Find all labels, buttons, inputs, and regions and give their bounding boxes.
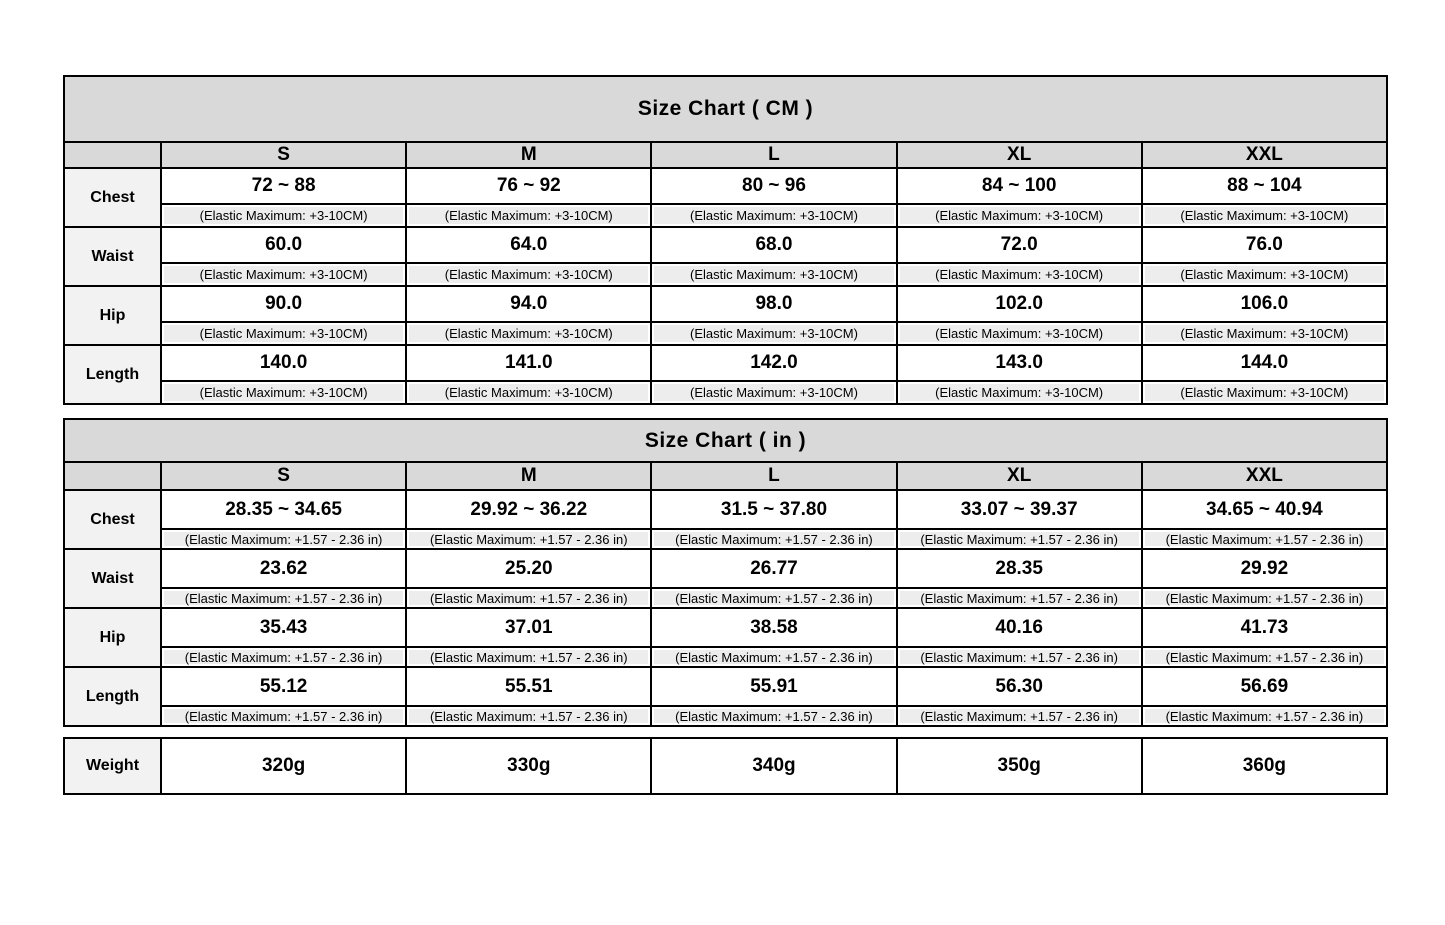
- elastic-note: (Elastic Maximum: +1.57 - 2.36 in): [406, 529, 651, 549]
- measurement-value: 34.65 ~ 40.94: [1142, 490, 1387, 529]
- elastic-note: (Elastic Maximum: +1.57 - 2.36 in): [161, 706, 406, 726]
- elastic-note: (Elastic Maximum: +1.57 - 2.36 in): [161, 647, 406, 667]
- measurement-value: 29.92: [1142, 549, 1387, 588]
- elastic-note: (Elastic Maximum: +3-10CM): [406, 381, 651, 404]
- weight-row: [64, 738, 1387, 794]
- size-col-header-l: L: [651, 142, 896, 168]
- size-col-header-s: S: [161, 462, 406, 490]
- elastic-note: (Elastic Maximum: +3-10CM): [651, 381, 896, 404]
- row-label-hip: Hip: [64, 608, 161, 667]
- measurement-value: 55.12: [161, 667, 406, 706]
- elastic-note: (Elastic Maximum: +1.57 - 2.36 in): [897, 588, 1142, 608]
- size-col-header-m: M: [406, 462, 651, 490]
- measurement-row: [64, 608, 1387, 647]
- elastic-note: (Elastic Maximum: +1.57 - 2.36 in): [406, 588, 651, 608]
- measurement-value: 72.0: [897, 227, 1142, 263]
- elastic-note: (Elastic Maximum: +3-10CM): [161, 204, 406, 227]
- measurement-value: 56.30: [897, 667, 1142, 706]
- measurement-row: [64, 286, 1387, 322]
- measurement-value: 88 ~ 104: [1142, 168, 1387, 204]
- measurement-value: 142.0: [651, 345, 896, 381]
- measurement-value: 80 ~ 96: [651, 168, 896, 204]
- measurement-value: 76.0: [1142, 227, 1387, 263]
- size-col-header-xl: XL: [897, 142, 1142, 168]
- elastic-note-row: [64, 529, 1387, 549]
- elastic-note: (Elastic Maximum: +3-10CM): [651, 322, 896, 345]
- elastic-note: (Elastic Maximum: +1.57 - 2.36 in): [406, 647, 651, 667]
- elastic-note: (Elastic Maximum: +3-10CM): [1142, 381, 1387, 404]
- weight-value: 340g: [651, 738, 896, 794]
- elastic-note: (Elastic Maximum: +3-10CM): [406, 322, 651, 345]
- measurement-value: 31.5 ~ 37.80: [651, 490, 896, 529]
- weight-value: 320g: [161, 738, 406, 794]
- table-title-cm: Size Chart ( CM ): [64, 76, 1387, 142]
- measurement-value: 55.51: [406, 667, 651, 706]
- elastic-note: (Elastic Maximum: +1.57 - 2.36 in): [651, 529, 896, 549]
- measurement-value: 37.01: [406, 608, 651, 647]
- measurement-value: 28.35 ~ 34.65: [161, 490, 406, 529]
- elastic-note: (Elastic Maximum: +1.57 - 2.36 in): [1142, 647, 1387, 667]
- size-col-header-l: L: [651, 462, 896, 490]
- elastic-note: (Elastic Maximum: +1.57 - 2.36 in): [651, 706, 896, 726]
- table-title-row: [64, 76, 1387, 142]
- measurement-value: 143.0: [897, 345, 1142, 381]
- measurement-value: 102.0: [897, 286, 1142, 322]
- elastic-note: (Elastic Maximum: +3-10CM): [406, 263, 651, 286]
- measurement-value: 76 ~ 92: [406, 168, 651, 204]
- size-col-header-xxl: XXL: [1142, 142, 1387, 168]
- measurement-row: [64, 345, 1387, 381]
- table-title-row: [64, 419, 1387, 462]
- measurement-value: 144.0: [1142, 345, 1387, 381]
- measurement-value: 41.73: [1142, 608, 1387, 647]
- corner-cell: [64, 462, 161, 490]
- size-chart-in-table: [63, 418, 1388, 727]
- elastic-note-row: [64, 381, 1387, 404]
- elastic-note: (Elastic Maximum: +3-10CM): [1142, 263, 1387, 286]
- measurement-value: 29.92 ~ 36.22: [406, 490, 651, 529]
- elastic-note: (Elastic Maximum: +1.57 - 2.36 in): [1142, 529, 1387, 549]
- row-label-waist: Waist: [64, 227, 161, 286]
- elastic-note: (Elastic Maximum: +3-10CM): [1142, 322, 1387, 345]
- measurement-value: 56.69: [1142, 667, 1387, 706]
- elastic-note-row: [64, 204, 1387, 227]
- size-header-row: [64, 462, 1387, 490]
- measurement-row: [64, 667, 1387, 706]
- elastic-note: (Elastic Maximum: +1.57 - 2.36 in): [161, 588, 406, 608]
- measurement-value: 23.62: [161, 549, 406, 588]
- measurement-value: 84 ~ 100: [897, 168, 1142, 204]
- weight-value: 330g: [406, 738, 651, 794]
- elastic-note: (Elastic Maximum: +3-10CM): [897, 381, 1142, 404]
- elastic-note: (Elastic Maximum: +3-10CM): [651, 263, 896, 286]
- elastic-note: (Elastic Maximum: +3-10CM): [161, 322, 406, 345]
- measurement-value: 28.35: [897, 549, 1142, 588]
- measurement-value: 25.20: [406, 549, 651, 588]
- elastic-note: (Elastic Maximum: +1.57 - 2.36 in): [651, 647, 896, 667]
- row-label-weight: Weight: [64, 738, 161, 794]
- elastic-note: (Elastic Maximum: +1.57 - 2.36 in): [1142, 706, 1387, 726]
- measurement-value: 98.0: [651, 286, 896, 322]
- size-col-header-xl: XL: [897, 462, 1142, 490]
- tables-wrapper: [63, 75, 1388, 795]
- measurement-value: 55.91: [651, 667, 896, 706]
- elastic-note: (Elastic Maximum: +3-10CM): [406, 204, 651, 227]
- measurement-value: 140.0: [161, 345, 406, 381]
- measurement-value: 60.0: [161, 227, 406, 263]
- measurement-row: [64, 227, 1387, 263]
- elastic-note: (Elastic Maximum: +1.57 - 2.36 in): [897, 706, 1142, 726]
- measurement-value: 68.0: [651, 227, 896, 263]
- elastic-note: (Elastic Maximum: +3-10CM): [1142, 204, 1387, 227]
- measurement-row: [64, 549, 1387, 588]
- size-col-header-xxl: XXL: [1142, 462, 1387, 490]
- elastic-note-row: [64, 706, 1387, 726]
- measurement-value: 72 ~ 88: [161, 168, 406, 204]
- elastic-note: (Elastic Maximum: +3-10CM): [161, 263, 406, 286]
- measurement-value: 38.58: [651, 608, 896, 647]
- elastic-note: (Elastic Maximum: +1.57 - 2.36 in): [161, 529, 406, 549]
- elastic-note: (Elastic Maximum: +1.57 - 2.36 in): [406, 706, 651, 726]
- weight-table: [63, 737, 1388, 795]
- elastic-note: (Elastic Maximum: +3-10CM): [897, 263, 1142, 286]
- measurement-value: 64.0: [406, 227, 651, 263]
- measurement-row: [64, 490, 1387, 529]
- elastic-note: (Elastic Maximum: +3-10CM): [161, 381, 406, 404]
- elastic-note: (Elastic Maximum: +1.57 - 2.36 in): [1142, 588, 1387, 608]
- elastic-note: (Elastic Maximum: +1.57 - 2.36 in): [651, 588, 896, 608]
- elastic-note: (Elastic Maximum: +1.57 - 2.36 in): [897, 529, 1142, 549]
- measurement-value: 94.0: [406, 286, 651, 322]
- size-chart-cm-table: [63, 75, 1388, 405]
- elastic-note-row: [64, 322, 1387, 345]
- elastic-note-row: [64, 263, 1387, 286]
- weight-value: 360g: [1142, 738, 1387, 794]
- elastic-note: (Elastic Maximum: +1.57 - 2.36 in): [897, 647, 1142, 667]
- table-title-in: Size Chart ( in ): [64, 419, 1387, 462]
- measurement-value: 26.77: [651, 549, 896, 588]
- measurement-value: 40.16: [897, 608, 1142, 647]
- measurement-row: [64, 168, 1387, 204]
- measurement-value: 90.0: [161, 286, 406, 322]
- corner-cell: [64, 142, 161, 168]
- elastic-note: (Elastic Maximum: +3-10CM): [651, 204, 896, 227]
- row-label-length: Length: [64, 667, 161, 726]
- size-col-header-m: M: [406, 142, 651, 168]
- size-header-row: [64, 142, 1387, 168]
- measurement-value: 141.0: [406, 345, 651, 381]
- row-label-chest: Chest: [64, 490, 161, 549]
- measurement-value: 106.0: [1142, 286, 1387, 322]
- measurement-value: 35.43: [161, 608, 406, 647]
- size-col-header-s: S: [161, 142, 406, 168]
- elastic-note: (Elastic Maximum: +3-10CM): [897, 204, 1142, 227]
- elastic-note: (Elastic Maximum: +3-10CM): [897, 322, 1142, 345]
- elastic-note-row: [64, 588, 1387, 608]
- measurement-value: 33.07 ~ 39.37: [897, 490, 1142, 529]
- elastic-note-row: [64, 647, 1387, 667]
- row-label-hip: Hip: [64, 286, 161, 345]
- weight-value: 350g: [897, 738, 1142, 794]
- row-label-waist: Waist: [64, 549, 161, 608]
- row-label-length: Length: [64, 345, 161, 404]
- row-label-chest: Chest: [64, 168, 161, 227]
